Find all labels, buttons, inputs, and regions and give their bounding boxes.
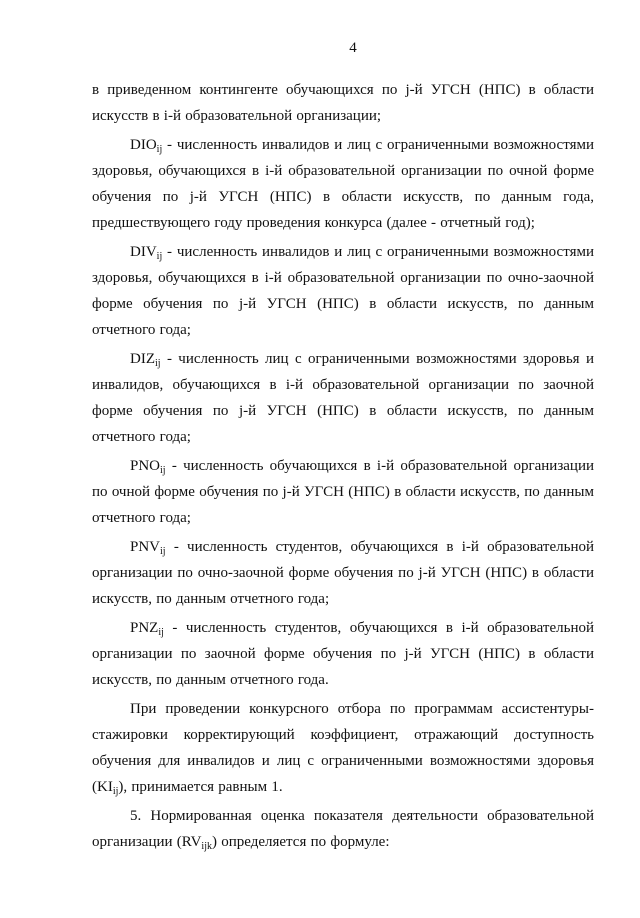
variable-symbol: $DIZ_{ij}$ xyxy=(130,351,161,369)
paragraph-normalized-score: 5. Нормированная оценка показателя деятельности образовательной организации $(RV_{ijk})$ определяется по формуле: xyxy=(92,808,594,852)
variable-symbol: $PNO_{ij}$ xyxy=(130,458,166,476)
variable-symbol: $RV_{ijk}$ xyxy=(181,834,212,852)
paragraph-text: в приведенном контингенте обучающихся по j-й УГСН (НПС) в области искусств в i-й образовательной организации; xyxy=(92,82,594,124)
variable-symbol: $PNZ_{ij}$ xyxy=(130,620,164,638)
variable-symbol: $PNV_{ij}$ xyxy=(130,539,166,557)
definition-text: - численность обучающихся в i-й образовательной организации по очной форме обучения по j-й УГСН (НПС) в области искусств, по данным отчетного года; xyxy=(92,458,594,526)
definition-text: - численность студентов, обучающихся в i-й образовательной организации по очно-заочной форме обучения по j-й УГСН (НПС) в области искусств, по данным отчетного года; xyxy=(92,539,594,607)
document-body xyxy=(92,77,594,855)
definition-text: - численность лиц с ограниченными возможностями здоровья и инвалидов, обучающихся в i-й образовательной организации по заочной форме обучения по j-й УГСН (НПС) в области искусств, по данным отчетного года; xyxy=(92,351,594,445)
variable-symbol: $DIO_{ij}$ xyxy=(130,137,163,155)
definition-text: - численность инвалидов и лиц с ограниченными возможностями здоровья, обучающихся в i-й образовательной организации по очной форме обучения по j-й УГСН (НПС) в области искусств, по данным года, предшествующего году проведения конкурса (далее - отчетный год); xyxy=(92,137,594,231)
variable-symbol: $DIV_{ij}$ xyxy=(130,244,163,262)
definition-text: - численность инвалидов и лиц с ограниченными возможностями здоровья, обучающихся в i-й образовательной организации по очно-заочной форме обучения по j-й УГСН (НПС) в области искусств, по данным отчетного года; xyxy=(92,244,594,338)
definition-diz xyxy=(92,346,594,450)
definition-pnv xyxy=(92,534,594,612)
paragraph-contingent xyxy=(92,77,594,129)
paragraph-ki-coefficient: При проведении конкурсного отбора по программам ассистентуры-стажировки корректирующий коэффициент, отражающий доступность обучения для инвалидов и лиц с ограниченными возможностями здоровья $(KI_{ij})$, принимается равным 1. xyxy=(92,701,594,797)
definition-text: - численность студентов, обучающихся в i-й образовательной организации по заочной форме обучения по j-й УГСН (НПС) в области искусств, по данным отчетного года. xyxy=(92,620,594,688)
definition-pno xyxy=(92,453,594,531)
definition-dio xyxy=(92,132,594,236)
variable-symbol: $KI_{ij}$ xyxy=(97,779,119,797)
definition-div xyxy=(92,239,594,343)
page-number: 4 xyxy=(349,40,357,56)
definition-pnz xyxy=(92,615,594,693)
